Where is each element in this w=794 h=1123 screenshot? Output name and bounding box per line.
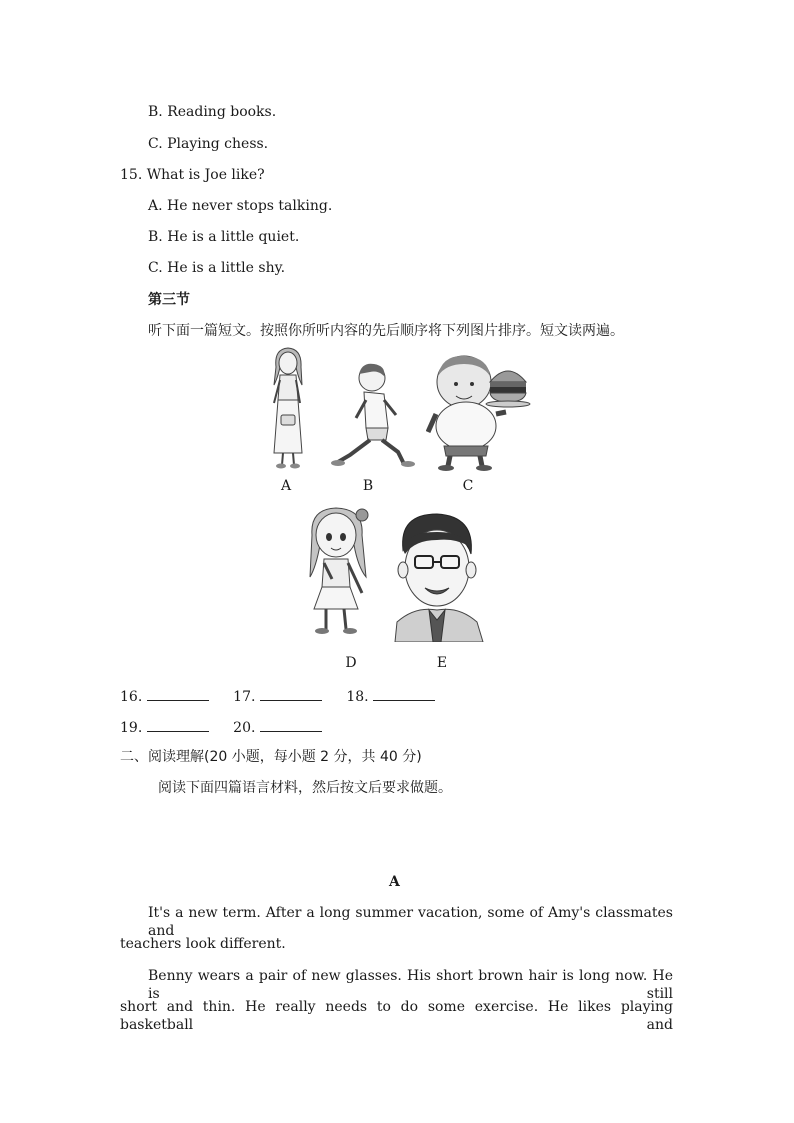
- picture-b-boy: [330, 360, 420, 470]
- reading-instruction: 阅读下面四篇语言材料，然后按文后要求做题。: [158, 780, 452, 796]
- picture-label-d: D: [345, 655, 357, 671]
- paragraph-1-line-2: teachers look different.: [120, 936, 286, 952]
- picture-label-b: B: [362, 478, 374, 494]
- answer-blank-18[interactable]: [373, 686, 435, 701]
- answer-blank-19[interactable]: [147, 717, 209, 732]
- q15-question: 15. What is Joe like?: [120, 167, 265, 183]
- picture-label-c: C: [462, 478, 474, 494]
- picture-a-woman: [262, 345, 312, 470]
- blank-label-16: 16.: [120, 689, 143, 705]
- blank-label-17: 17.: [233, 689, 256, 705]
- blank-label-19: 19.: [120, 720, 143, 736]
- picture-label-e: E: [436, 655, 448, 671]
- q14-option-b: B. Reading books.: [148, 104, 277, 120]
- paragraph-2-line-1: Benny wears a pair of new glasses. His short brown hair is long now. He is still: [148, 968, 673, 1002]
- answer-blank-20[interactable]: [260, 717, 322, 732]
- picture-e-man: [385, 510, 487, 642]
- blank-label-18: 18.: [346, 689, 369, 705]
- answer-blanks-row-1: [120, 686, 455, 706]
- q15-option-b: B. He is a little quiet.: [148, 229, 300, 245]
- section3-instruction: 听下面一篇短文。按照你所听内容的先后顺序将下列图片排序。短文读两遍。: [148, 323, 624, 339]
- passage-label: A: [389, 874, 400, 890]
- q14-option-c: C. Playing chess.: [148, 136, 269, 152]
- answer-blanks-row-2: [120, 717, 342, 737]
- paragraph-1-line-1: It's a new term. After a long summer vacation, some of Amy's classmates and: [148, 905, 673, 939]
- blank-label-20: 20.: [233, 720, 256, 736]
- picture-c-boy-burger: [426, 352, 531, 472]
- reading-section-title: 二、阅读理解(20 小题，每小题 2 分，共 40 分): [120, 749, 422, 765]
- answer-blank-16[interactable]: [147, 686, 209, 701]
- section3-heading: 第三节: [148, 292, 190, 308]
- q15-option-c: C. He is a little shy.: [148, 260, 286, 276]
- paragraph-2-line-2: short and thin. He really needs to do some exercise. He likes playing basketball and: [120, 999, 673, 1033]
- q15-option-a: A. He never stops talking.: [148, 198, 333, 214]
- picture-label-a: A: [280, 478, 292, 494]
- picture-d-girl: [302, 505, 382, 640]
- answer-blank-17[interactable]: [260, 686, 322, 701]
